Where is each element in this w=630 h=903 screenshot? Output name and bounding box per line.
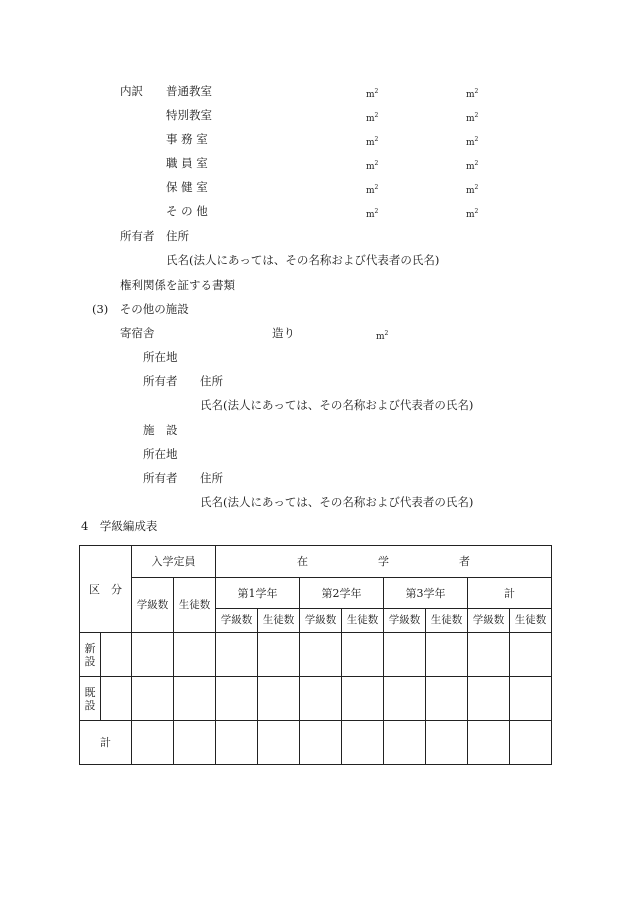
table-cell[interactable] (468, 677, 510, 721)
capacity-classes-header: 学級数 (132, 578, 174, 633)
owner-address-label: 住所 (200, 374, 223, 388)
classes-header: 学級数 (468, 609, 510, 633)
owner-label: 所有者 (120, 229, 155, 243)
row-label-existing: 既 設 (80, 677, 101, 721)
row-label-new: 新 設 (80, 633, 101, 677)
structure-label: 造り (272, 326, 295, 340)
room-label: 保 健 室 (166, 180, 208, 194)
table-cell[interactable] (258, 633, 300, 677)
owner-name-label: 氏名(法人にあっては、その名称および代表者の氏名) (200, 495, 474, 509)
owner-label: 所有者 (143, 374, 178, 388)
classes-header: 学級数 (384, 609, 426, 633)
table-cell[interactable] (216, 633, 258, 677)
table-cell[interactable] (384, 677, 426, 721)
table-cell[interactable] (426, 633, 468, 677)
location-label: 所在地 (143, 447, 178, 461)
area-unit: $m^2$ (366, 88, 379, 100)
breakdown-label: 内訳 (120, 84, 143, 98)
table-cell[interactable] (468, 633, 510, 677)
area-unit: $m^2$ (366, 208, 379, 220)
location-label: 所在地 (143, 350, 178, 364)
classes-header: 学級数 (216, 609, 258, 633)
table-cell[interactable] (216, 677, 258, 721)
students-header: 生徒数 (510, 609, 552, 633)
area-unit: $m^2$ (376, 330, 389, 342)
area-unit: $m^2$ (466, 160, 479, 172)
table-cell[interactable] (384, 721, 426, 765)
section-4-heading: 4 学級編成表 (81, 519, 158, 533)
room-label: 事 務 室 (166, 132, 208, 146)
grade-header: 第1学年 (216, 578, 300, 609)
area-unit: $m^2$ (466, 112, 479, 124)
area-unit: $m^2$ (466, 136, 479, 148)
room-label: 特別教室 (166, 108, 212, 122)
students-header: 生徒数 (258, 609, 300, 633)
area-unit: $m^2$ (366, 160, 379, 172)
table-cell[interactable] (258, 677, 300, 721)
table-cell[interactable] (174, 633, 216, 677)
area-unit: $m^2$ (466, 88, 479, 100)
area-unit: $m^2$ (466, 208, 479, 220)
table-cell[interactable] (101, 677, 132, 721)
table-cell[interactable] (300, 633, 342, 677)
area-unit: $m^2$ (366, 112, 379, 124)
room-label: そ の 他 (166, 204, 208, 218)
table-cell[interactable] (510, 721, 552, 765)
table-cell[interactable] (300, 721, 342, 765)
enrolled-header: 在 学 者 (216, 546, 552, 578)
grade-header: 第3学年 (384, 578, 468, 609)
students-header: 生徒数 (426, 609, 468, 633)
total-header: 計 (468, 578, 552, 609)
section-3-heading: (3) その他の施設 (92, 302, 189, 316)
classes-header: 学級数 (300, 609, 342, 633)
table-cell[interactable] (384, 633, 426, 677)
room-label: 職 員 室 (166, 156, 208, 170)
table-cell[interactable] (300, 677, 342, 721)
table-cell[interactable] (174, 677, 216, 721)
table-cell[interactable] (174, 721, 216, 765)
area-unit: $m^2$ (366, 184, 379, 196)
table-cell[interactable] (132, 677, 174, 721)
table-cell[interactable] (258, 721, 300, 765)
capacity-students-header: 生徒数 (174, 578, 216, 633)
area-unit: $m^2$ (366, 136, 379, 148)
students-header: 生徒数 (342, 609, 384, 633)
owner-name-label: 氏名(法人にあっては、その名称および代表者の氏名) (166, 253, 440, 267)
table-cell[interactable] (132, 633, 174, 677)
owner-label: 所有者 (143, 471, 178, 485)
owner-address-label: 住所 (166, 229, 189, 243)
rights-document-label: 権利関係を証する書類 (120, 278, 235, 292)
row-label-total: 計 (80, 721, 132, 765)
facility-label: 施 設 (143, 423, 178, 437)
table-cell[interactable] (342, 633, 384, 677)
room-label: 普通教室 (166, 84, 212, 98)
table-cell[interactable] (101, 633, 132, 677)
table-cell[interactable] (468, 721, 510, 765)
dorm-label: 寄宿舎 (120, 326, 155, 340)
table-cell[interactable] (510, 677, 552, 721)
capacity-header: 入学定員 (132, 546, 216, 578)
table-cell[interactable] (216, 721, 258, 765)
table-cell[interactable] (426, 677, 468, 721)
grade-header: 第2学年 (300, 578, 384, 609)
table-cell[interactable] (342, 721, 384, 765)
table-cell[interactable] (132, 721, 174, 765)
table-cell[interactable] (426, 721, 468, 765)
table-cell[interactable] (342, 677, 384, 721)
area-unit: $m^2$ (466, 184, 479, 196)
owner-address-label: 住所 (200, 471, 223, 485)
class-organization-table (79, 545, 552, 765)
table-cell[interactable] (510, 633, 552, 677)
owner-name-label: 氏名(法人にあっては、その名称および代表者の氏名) (200, 398, 474, 412)
kubun-header: 区 分 (80, 546, 132, 633)
